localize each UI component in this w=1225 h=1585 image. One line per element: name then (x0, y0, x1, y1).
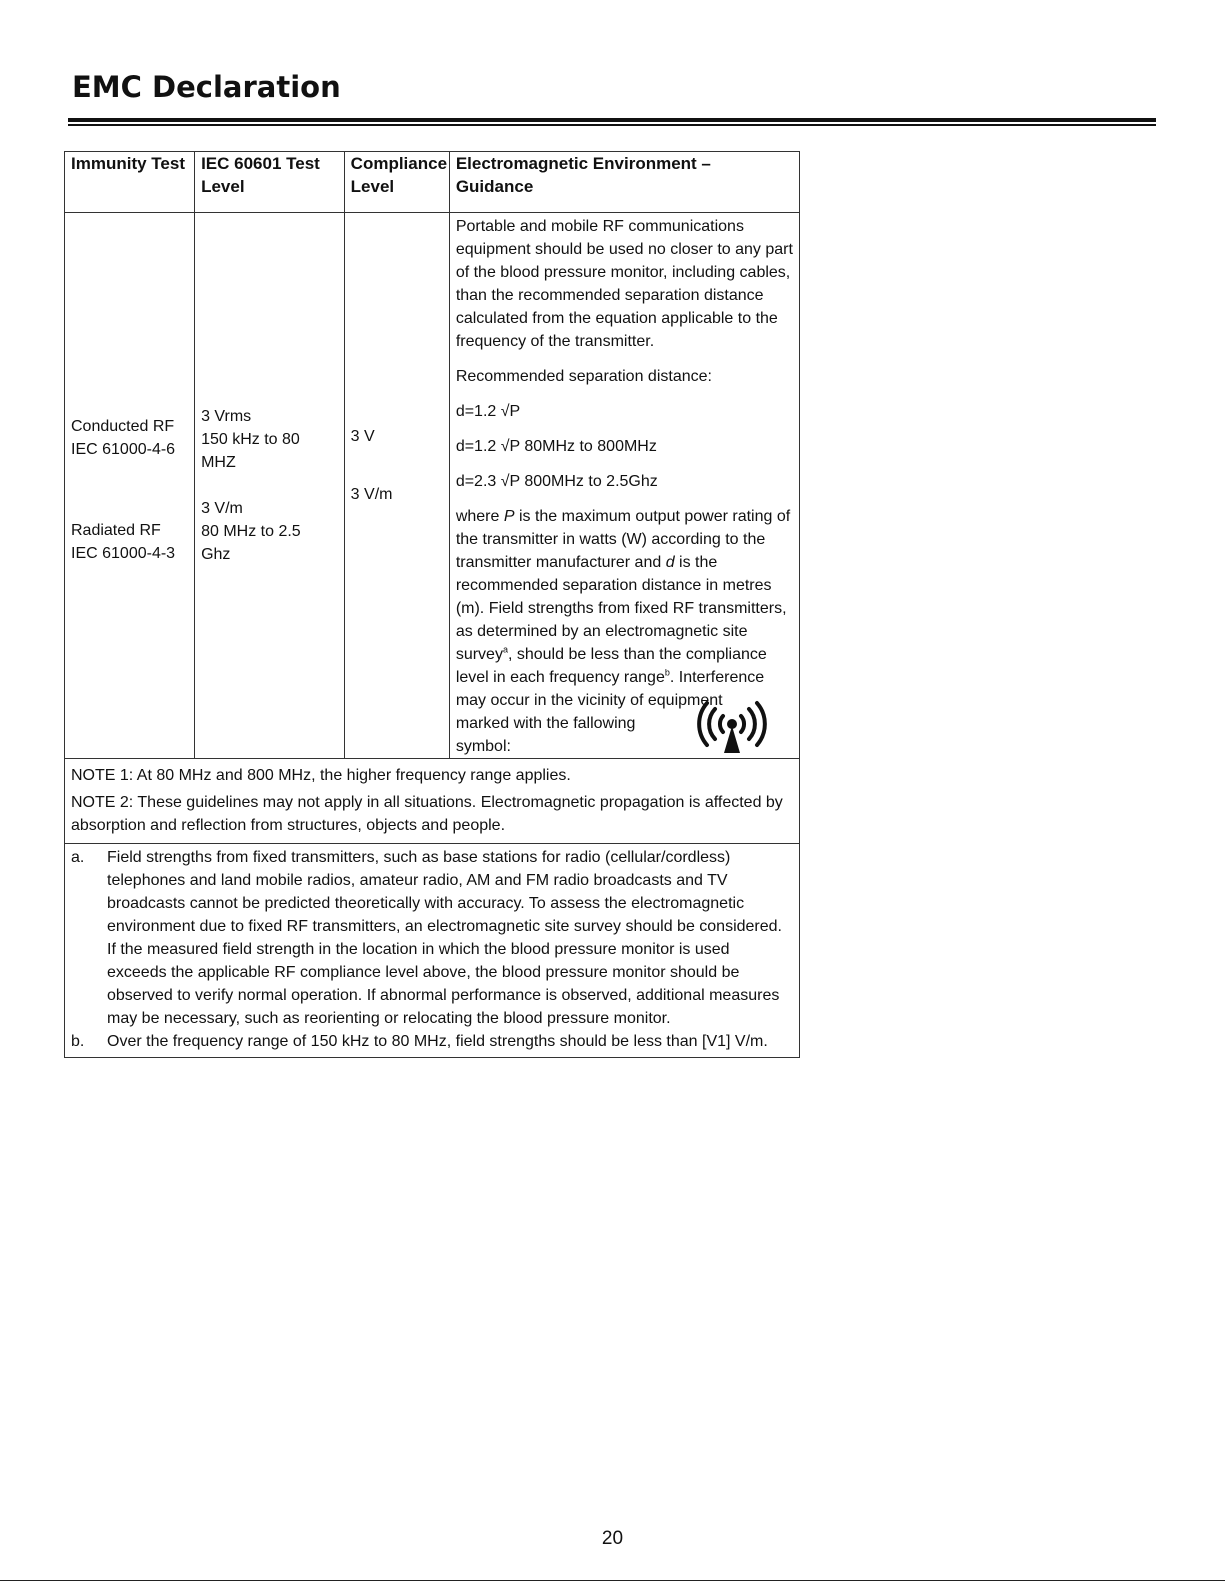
radiated-level-line-1: 3 V/m (201, 500, 243, 517)
compliance-level-cell (344, 213, 449, 759)
test-level-cell (195, 213, 345, 759)
recommended-distance-label: Recommended separation distance: (455, 368, 712, 385)
conducted-test-standard: IEC 61000-4-6 (71, 440, 176, 458)
table-row (65, 213, 800, 759)
guidance-intro: Portable and mobile RF communications equipment should be used no closer to any part of the blood pressure monitor, including cables, than the recommended separation distance calculated from the equation applicable to the frequency of the transmitter. (455, 218, 793, 350)
notes-cell (65, 759, 800, 844)
guidance-cell (449, 213, 799, 759)
header-immunity-test: Immunity Test (65, 152, 195, 213)
note-2: NOTE 2: These guidelines may not apply in all situations. Electromagnetic propagation is affected by absorption and reflection from structures, objects and people. (71, 794, 783, 834)
footnotes-row (65, 844, 800, 1058)
page-title: EMC Declaration (72, 70, 341, 104)
header-guidance: Electromagnetic Environment – Guidance (449, 152, 799, 213)
notes-row (65, 759, 800, 844)
conducted-compliance: 3 V (350, 428, 375, 445)
emc-immunity-table (64, 151, 800, 1058)
conducted-level-line-1: 3 Vrms (201, 408, 252, 425)
conducted-level-line-3: MHZ (201, 454, 236, 471)
footnote-b: b. Over the frequency range of 150 kHz to 80 MHz, field strengths should be less than [V1] V/m. (71, 1033, 768, 1050)
footnotes-cell (65, 844, 800, 1058)
guidance-explanation: where P is the maximum output power rating of the transmitter in watts (W) according to the transmitter manufacturer and d is the recommended separation distance in metres (m). Field strengths from fixed RF transmitters, as determined by an electromagnetic site survey$^a$, should be less than the compliance level in each frequency range$^b$. Interference may occur in the vicinity of equipment (455, 508, 791, 709)
immunity-test-cell (65, 213, 195, 759)
equation-3: d=2.3 √P 800MHz to 2.5Ghz (455, 473, 658, 490)
radiated-level-line-2: 80 MHz to 2.5 (201, 523, 301, 540)
radiated-compliance: 3 V/m (350, 486, 393, 503)
table-header-row (65, 152, 800, 213)
radiated-test-name: Radiated RF (71, 521, 161, 539)
title-rule-thin (68, 124, 1156, 126)
equation-1: d=1.2 √P (455, 403, 521, 420)
radiated-level-line-3: Ghz (201, 546, 231, 563)
note-1: NOTE 1: At 80 MHz and 800 MHz, the higher frequency range applies. (71, 767, 571, 784)
page-bottom-border (0, 1580, 1225, 1581)
non-ionizing-radiation-icon (697, 700, 767, 756)
header-compliance-level: Compliance Level (344, 152, 449, 213)
footnote-a: a. Field strengths from fixed transmitters, such as base stations for radio (cellular/cordless) telephones and land mobile radios, amateur radio, AM and FM radio broadcasts and TV broadcasts cannot be predicted theoretically with accuracy. To assess the electromagnetic environment due to fixed RF transmitters, an electromagnetic site survey should be considered. If the measured field strength in the location in which the blood pressure monitor is used exceeds the applicable RF compliance level above, the blood pressure monitor should be observed to verify normal operation. If abnormal performance is observed, additional measures may be necessary, such as reorienting or relocating the blood pressure monitor. (71, 849, 782, 1027)
page-number: 20 (601, 1528, 624, 1549)
symbol-text: marked with the fallowing symbol: (456, 712, 793, 758)
title-rule-thick (68, 118, 1156, 122)
conducted-level-line-2: 150 kHz to 80 (201, 431, 300, 448)
header-test-level: IEC 60601 Test Level (195, 152, 345, 213)
conducted-test-name: Conducted RF (71, 417, 175, 435)
equation-2: d=1.2 √P 80MHz to 800MHz (455, 438, 657, 455)
radiated-test-standard: IEC 61000-4-3 (71, 544, 176, 562)
